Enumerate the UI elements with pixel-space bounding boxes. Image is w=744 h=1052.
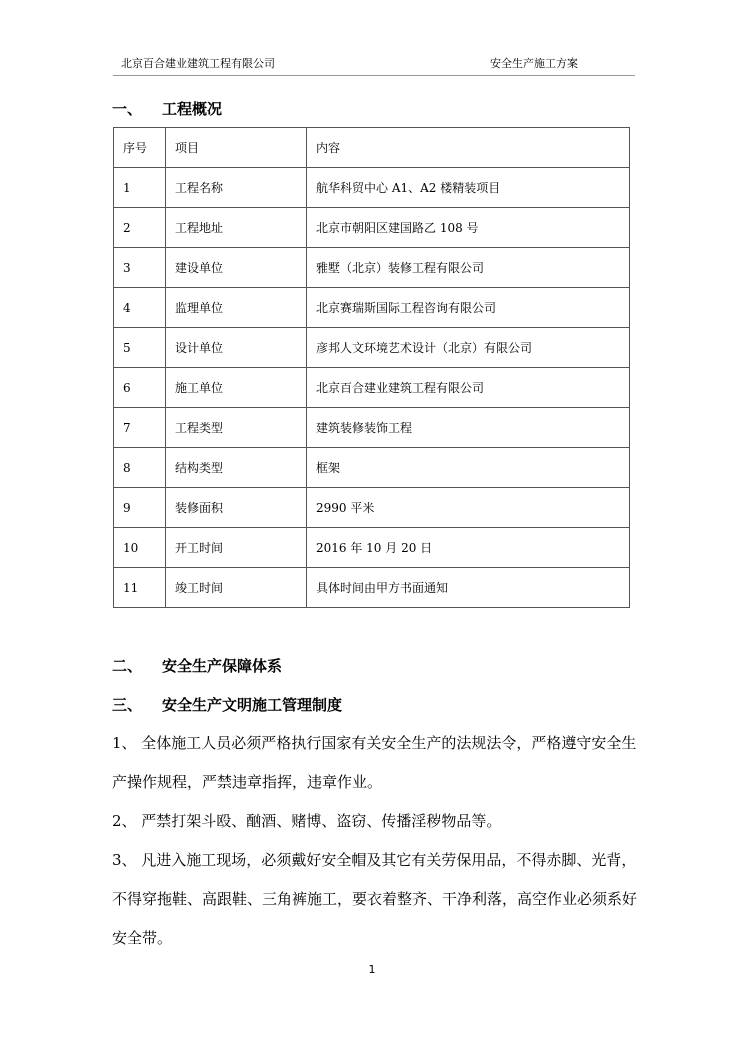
table-row <box>114 248 630 288</box>
row-content: 北京赛瑞斯国际工程咨询有限公司 <box>307 288 630 328</box>
header-cell-item: 项目 <box>166 128 307 168</box>
row-index: 8 <box>114 448 166 488</box>
row-content: 北京市朝阳区建国路乙 108 号 <box>307 208 630 248</box>
row-content: 框架 <box>307 448 630 488</box>
row-content: 彦邦人文环境艺术设计（北京）有限公司 <box>307 328 630 368</box>
row-content: 北京百合建业建筑工程有限公司 <box>307 368 630 408</box>
row-item: 建设单位 <box>166 248 307 288</box>
section-2-number: 二、 <box>112 657 143 675</box>
row-content: 雅墅（北京）装修工程有限公司 <box>307 248 630 288</box>
row-index: 4 <box>114 288 166 328</box>
section-2-heading <box>112 655 282 676</box>
row-index: 10 <box>114 528 166 568</box>
table-row <box>114 488 630 528</box>
row-item: 施工单位 <box>166 368 307 408</box>
row-content: 2016 年 10 月 20 日 <box>307 528 630 568</box>
header-company: 北京百合建业建筑工程有限公司 <box>121 57 275 70</box>
row-item: 结构类型 <box>166 448 307 488</box>
table-row <box>114 368 630 408</box>
row-item: 工程地址 <box>166 208 307 248</box>
table-row <box>114 568 630 608</box>
row-index: 2 <box>114 208 166 248</box>
row-content: 建筑装修装饰工程 <box>307 408 630 448</box>
section-3-heading <box>112 694 342 715</box>
row-index: 7 <box>114 408 166 448</box>
row-item: 工程名称 <box>166 168 307 208</box>
section-1-number: 一、 <box>112 100 143 118</box>
header-cell-index: 序号 <box>114 128 166 168</box>
paragraph-3: 3、 凡进入施工现场，必须戴好安全帽及其它有关劳保用品，不得赤脚、光背，不得穿拖鞋、高跟鞋、三角裤施工，要衣着整齐、干净利落，高空作业必须系好安全带。 <box>112 851 638 947</box>
header-cell-content: 内容 <box>307 128 630 168</box>
section-3-title: 安全生产文明施工管理制度 <box>162 696 343 714</box>
table-row <box>114 168 630 208</box>
row-content: 2990 平米 <box>307 488 630 528</box>
paragraph-2: 2、 严禁打架斗殴、酗酒、赌博、盗窃、传播淫秽物品等。 <box>112 812 502 830</box>
table-row <box>114 208 630 248</box>
table-row <box>114 328 630 368</box>
row-index: 5 <box>114 328 166 368</box>
row-index: 9 <box>114 488 166 528</box>
header-doc-title: 安全生产施工方案 <box>490 57 578 70</box>
paragraph-1: 1、 全体施工人员必须严格执行国家有关安全生产的法规法令，严格遵守安全生产操作规程，严禁违章指挥，违章作业。 <box>112 734 637 791</box>
row-item: 开工时间 <box>166 528 307 568</box>
section-2-title: 安全生产保障体系 <box>162 657 283 675</box>
row-index: 6 <box>114 368 166 408</box>
table-row <box>114 408 630 448</box>
row-item: 装修面积 <box>166 488 307 528</box>
row-item: 设计单位 <box>166 328 307 368</box>
section-1-title: 工程概况 <box>162 100 223 118</box>
row-item: 监理单位 <box>166 288 307 328</box>
row-content: 具体时间由甲方书面通知 <box>307 568 630 608</box>
row-index: 3 <box>114 248 166 288</box>
header-divider <box>113 75 635 76</box>
page-number: 1 <box>368 963 376 976</box>
table-header-row <box>114 128 630 168</box>
table-row <box>114 448 630 488</box>
table-row <box>114 288 630 328</box>
section-1-heading <box>112 98 222 119</box>
project-overview-table <box>113 127 630 608</box>
row-index: 1 <box>114 168 166 208</box>
table-row <box>114 528 630 568</box>
row-index: 11 <box>114 568 166 608</box>
row-content: 航华科贸中心 A1、A2 楼精装项目 <box>307 168 630 208</box>
section-3-number: 三、 <box>112 696 143 714</box>
row-item: 竣工时间 <box>166 568 307 608</box>
row-item: 工程类型 <box>166 408 307 448</box>
